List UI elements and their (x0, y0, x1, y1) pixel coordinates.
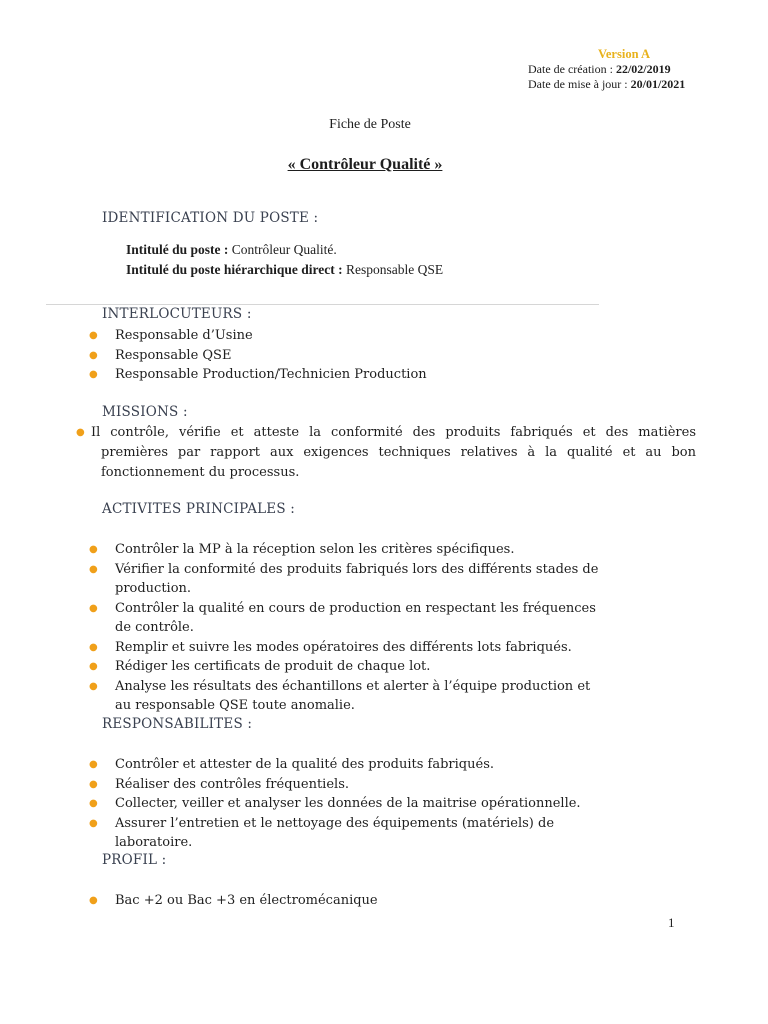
list-item-text: Vérifier la conformité des produits fabriqués lors des différents stades de production. (115, 561, 599, 596)
update-date-value: 20/01/2021 (630, 77, 686, 91)
profil-list (0, 891, 768, 911)
list-item (0, 540, 605, 560)
list-item (0, 326, 605, 346)
missions-paragraph (76, 423, 696, 483)
activites-list (0, 540, 768, 716)
job-title-field-label: Intitulé du poste : (126, 242, 232, 257)
manager-field (126, 262, 443, 278)
section-interlocuteurs-heading: INTERLOCUTEURS : (102, 306, 252, 322)
job-title-field (126, 242, 337, 258)
document-title-text: Fiche de Poste (329, 117, 411, 132)
creation-label: Date de création : (528, 62, 616, 76)
bullet-icon: ● (89, 563, 98, 575)
bullet-icon: ● (89, 680, 98, 692)
list-item-text: Contrôler la qualité en cours de production en respectant les fréquences de contrôle. (115, 600, 596, 635)
document-title (0, 117, 768, 133)
section-missions-heading: MISSIONS : (102, 404, 188, 420)
bullet-icon: ● (89, 349, 98, 361)
list-item-text: Rédiger les certificats de produit de chaque lot. (115, 659, 431, 674)
bullet-icon: ● (89, 602, 98, 614)
bullet-icon: ● (89, 759, 98, 770)
bullet-icon: ● (89, 895, 98, 906)
manager-field-value: Responsable QSE (346, 262, 444, 277)
creation-date-value: 22/02/2019 (615, 62, 671, 76)
version-label: Version A (598, 47, 650, 61)
creation-date (528, 62, 671, 77)
bullet-icon: ● (89, 778, 98, 790)
list-item-text: Collecter, veiller et analyser les données de la maitrise opérationnelle. (115, 796, 581, 811)
missions-text: Il contrôle, vérifie et atteste la conformité des produits fabriqués et des matières premières par rapport aux exigences techniques relatives à la qualité et au bon fonctionnement du processus. (91, 425, 696, 480)
list-item-text: Analyse les résultats des échantillons et alerter à l’équipe production et au responsable QSE toute anomalie. (115, 678, 591, 713)
bullet-icon: ● (89, 641, 98, 653)
bullet-icon: ● (76, 427, 85, 438)
list-item (0, 365, 605, 385)
list-item-text: Responsable Production/Technicien Production (115, 367, 427, 382)
manager-field-label: Intitulé du poste hiérarchique direct : (126, 262, 347, 277)
list-item-text: Contrôler la MP à la réception selon les critères spécifiques. (115, 542, 515, 557)
update-date (528, 77, 685, 92)
job-title (0, 156, 768, 174)
list-item (0, 638, 605, 658)
list-item (0, 794, 605, 814)
list-item (0, 775, 605, 795)
list-item-text: Assurer l’entretien et le nettoyage des équipements (matériels) de laboratoire. (115, 815, 555, 850)
list-item (0, 346, 605, 366)
list-item-text: Réaliser des contrôles fréquentiels. (115, 776, 349, 792)
list-item (0, 560, 605, 599)
list-item (0, 657, 605, 677)
section-responsabilites-heading: RESPONSABILITES : (102, 716, 253, 732)
bullet-icon: ● (89, 798, 98, 809)
section-activites-heading: ACTIVITES PRINCIPALES : (102, 501, 296, 517)
list-item-text: Responsable QSE (115, 347, 232, 363)
list-item-text: Bac +2 ou Bac +3 en électromécanique (115, 893, 378, 908)
responsabilites-list (0, 755, 768, 853)
section-profil-heading: PROFIL : (102, 852, 167, 868)
bullet-icon: ● (89, 817, 98, 829)
bullet-icon: ● (89, 661, 98, 672)
list-item (0, 677, 605, 716)
divider (46, 304, 599, 305)
list-item-text: Responsable d’Usine (115, 328, 253, 343)
interlocuteurs-list (0, 326, 768, 385)
list-item (0, 599, 605, 638)
list-item (0, 814, 605, 853)
page-number: 1 (668, 915, 675, 930)
job-title-field-value: Contrôleur Qualité. (231, 242, 337, 257)
list-item (0, 891, 605, 911)
bullet-icon: ● (89, 544, 98, 555)
bullet-icon: ● (89, 369, 98, 380)
list-item (0, 755, 605, 775)
job-title-text: « Contrôleur Qualité » (287, 156, 443, 173)
list-item-text: Contrôler et attester de la qualité des produits fabriqués. (115, 757, 494, 772)
update-label: Date de mise à jour : (528, 77, 631, 91)
bullet-icon: ● (89, 330, 98, 341)
section-identification-heading: IDENTIFICATION DU POSTE : (102, 210, 319, 226)
list-item-text: Remplir et suivre les modes opératoires des différents lots fabriqués. (115, 639, 572, 655)
